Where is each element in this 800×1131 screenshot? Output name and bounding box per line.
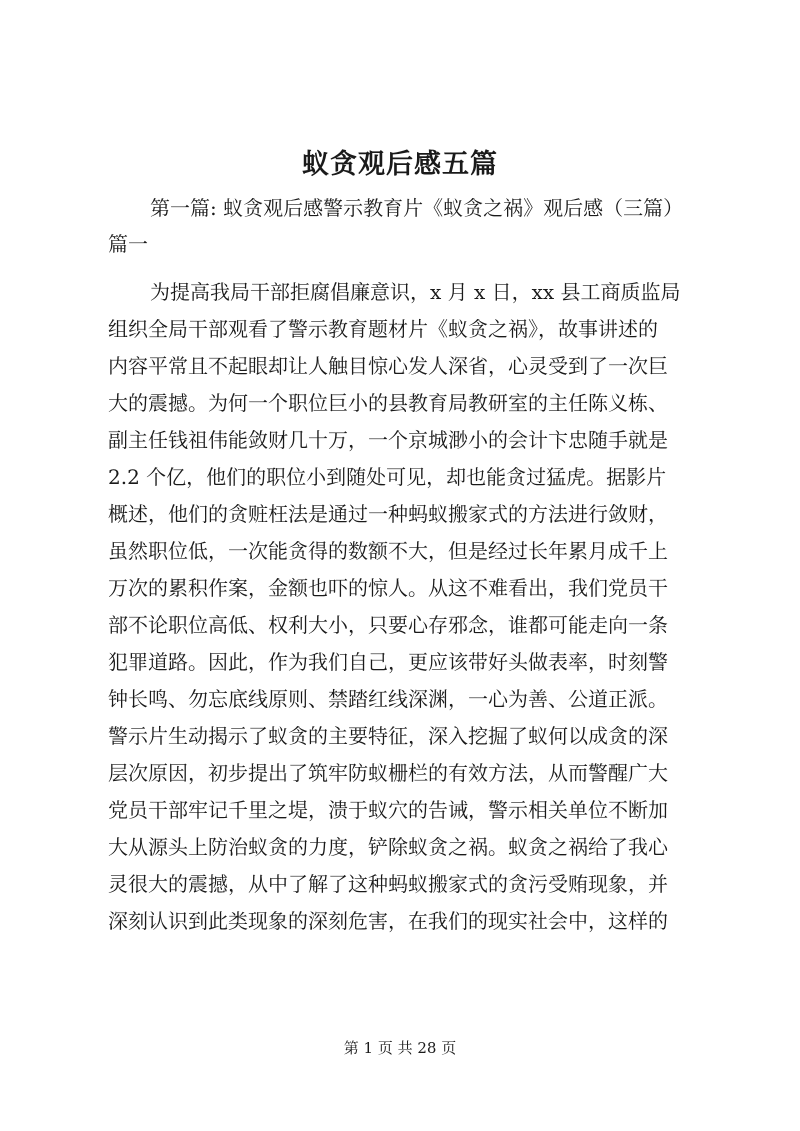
paragraph-line: 概述，他们的贪赃枉法是通过一种蚂蚁搬家式的方法进行敛财， [108,502,668,526]
paragraph-line: 部不论职位高低、权利大小，只要心存邪念，谁都可能走向一条 [108,613,668,637]
paragraph-line: 深刻认识到此类现象的深刻危害，在我们的现实社会中，这样的 [108,909,668,933]
paragraph-line: 万次的累积作案，金额也吓的惊人。从这不难看出，我们党员干 [108,576,668,600]
paragraph-line: 层次原因，初步提出了筑牢防蚁栅栏的有效方法，从而警醒广大 [108,761,668,785]
paragraph-line: 党员干部牢记千里之堤，溃于蚁穴的告诫，警示相关单位不断加 [108,798,668,822]
paragraph-line: 为提高我局干部拒腐倡廉意识，x 月 x 日，xx 县工商质监局 [150,280,681,304]
paragraph-line: 虽然职位低，一次能贪得的数额不大，但是经过长年累月成千上 [108,539,668,563]
paragraph-line: 组织全局干部观看了警示教育题材片《蚁贪之祸》，故事讲述的 [108,317,658,341]
paragraph-line: 大从源头上防治蚁贪的力度，铲除蚁贪之祸。蚁贪之祸给了我心 [108,835,668,859]
page-footer: 第 1 页 共 28 页 [343,1039,457,1057]
paragraph-line: 副主任钱祖伟能敛财几十万，一个京城渺小的会计卞忠随手就是 [108,428,668,452]
paragraph-line: 内容平常且不起眼却让人触目惊心发人深省，心灵受到了一次巨 [108,354,668,378]
paragraph-line: 灵很大的震撼，从中了解了这种蚂蚁搬家式的贪污受贿现象，并 [108,872,668,896]
paragraph-line: 大的震撼。为何一个职位巨小的县教育局教研室的主任陈义栋、 [108,391,668,415]
section-label: 篇一 [108,232,148,256]
paragraph-line: 钟长鸣、勿忘底线原则、禁踏红线深渊，一心为善、公道正派。 [108,687,668,711]
document-subtitle: 第一篇: 蚁贪观后感警示教育片《蚁贪之祸》观后感（三篇） [150,196,684,220]
paragraph-line: 警示片生动揭示了蚁贪的主要特征，深入挖掘了蚁何以成贪的深 [108,724,668,748]
document-title: 蚁贪观后感五篇 [302,149,498,180]
paragraph-line: 犯罪道路。因此，作为我们自己，更应该带好头做表率，时刻警 [108,650,668,674]
paragraph-line: 2.2 个亿，他们的职位小到随处可见，却也能贪过猛虎。据影片 [108,465,667,489]
